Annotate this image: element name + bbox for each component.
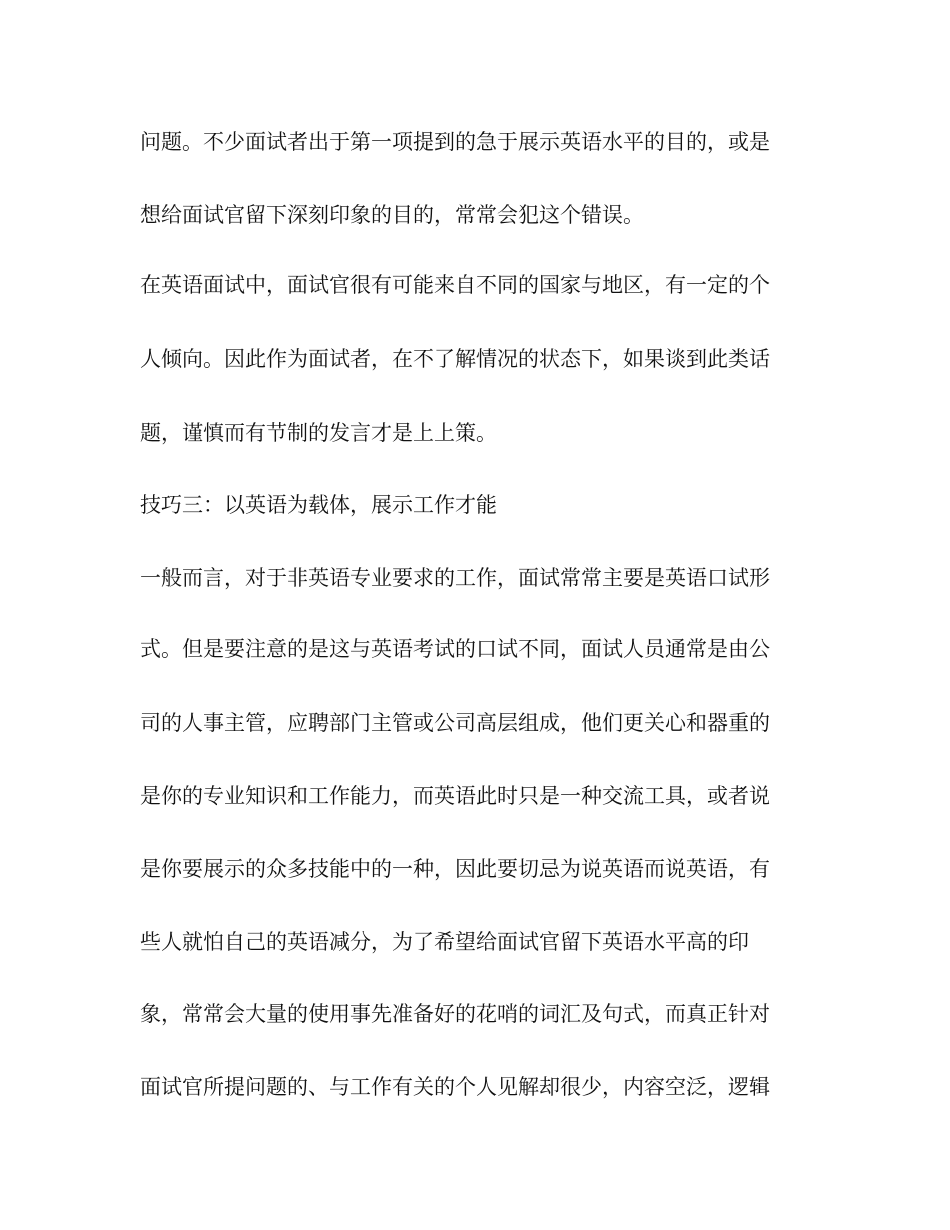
paragraph-line: 想给面试官留下深刻印象的目的，常常会犯这个错误。 bbox=[140, 203, 644, 227]
paragraph-line: 些人就怕自己的英语减分，为了希望给面试官留下英语水平高的印 bbox=[140, 930, 749, 954]
paragraph-line: 是你要展示的众多技能中的一种，因此要切忌为说英语而说英语，有 bbox=[140, 857, 770, 881]
paragraph-line: 司的人事主管，应聘部门主管或公司高层组成，他们更关心和器重的 bbox=[140, 711, 770, 735]
paragraph-line: 人倾向。因此作为面试者，在不了解情况的状态下，如果谈到此类话 bbox=[140, 347, 770, 371]
paragraph-line: 在英语面试中，面试官很有可能来自不同的国家与地区，有一定的个 bbox=[140, 273, 770, 297]
paragraph-line: 题，谨慎而有节制的发言才是上上策。 bbox=[140, 421, 497, 445]
paragraph-line: 面试官所提问题的、与工作有关的个人见解却很少，内容空泛，逻辑 bbox=[140, 1075, 770, 1099]
paragraph-line: 象，常常会大量的使用事先准备好的花哨的词汇及句式，而真正针对 bbox=[140, 1002, 770, 1026]
paragraph-line: 一般而言，对于非英语专业要求的工作，面试常常主要是英语口试形 bbox=[140, 566, 770, 590]
paragraph-line: 是你的专业知识和工作能力，而英语此时只是一种交流工具，或者说 bbox=[140, 784, 770, 808]
paragraph-line: 问题。不少面试者出于第一项提到的急于展示英语水平的目的，或是 bbox=[140, 130, 770, 154]
section-heading: 技巧三：以英语为载体，展示工作才能 bbox=[140, 493, 497, 517]
paragraph-line: 式。但是要注意的是这与英语考试的口试不同，面试人员通常是由公 bbox=[140, 637, 770, 661]
